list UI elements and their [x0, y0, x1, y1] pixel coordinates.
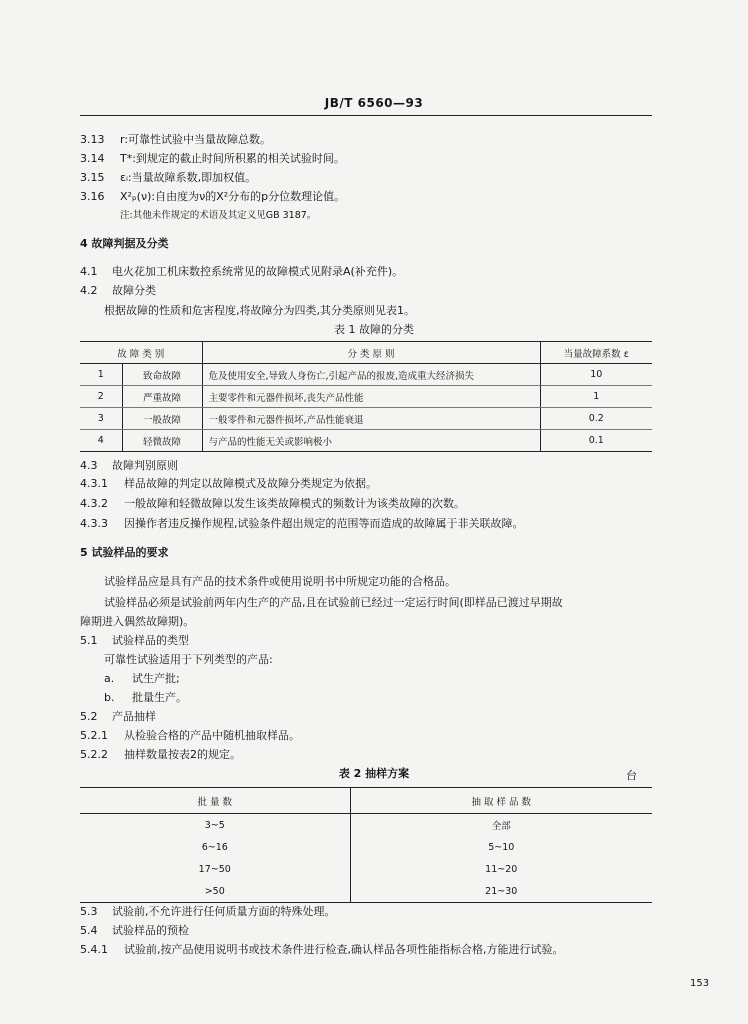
clause-text: 试验前,按产品使用说明书或技术条件进行检查,确认样品各项性能指标合格,方能进行试验。: [124, 943, 564, 956]
table-row: [80, 408, 652, 430]
table2-header-sample: 抽 取 样 品 数: [350, 788, 652, 814]
clause-4-3-3: [80, 517, 524, 531]
def-3-16: [80, 190, 345, 204]
clause-4-3: [80, 459, 178, 473]
sample-size: 21~30: [350, 880, 652, 903]
clause-number: 5.4.1: [80, 943, 108, 956]
sampling-plan-table: [80, 787, 652, 903]
section-5-para-2a: 试验样品必须是试验前两年内生产的产品,且在试验前已经过一定运行时间(即样品已渡过早期故: [104, 596, 563, 609]
header-rule: [80, 115, 652, 116]
clause-number: 3.13: [80, 133, 105, 146]
clause-4-2: [80, 284, 156, 298]
clause-text: 试验样品的类型: [112, 634, 189, 647]
row-number: 3: [80, 408, 122, 430]
defs-note: 注:其他未作规定的术语及其定义见GB 3187。: [120, 210, 317, 221]
clause-number: 3.16: [80, 190, 105, 203]
clause-number: 4.3.1: [80, 477, 108, 490]
clause-number: 5.2.2: [80, 748, 108, 761]
fault-rule: 一般零件和元器件损坏,产品性能衰退: [202, 408, 540, 430]
table-row: [80, 430, 652, 452]
list-item: [104, 691, 187, 705]
clause-number: 3.14: [80, 152, 105, 165]
page-number: 153: [690, 978, 710, 989]
clause-number: 5.1: [80, 634, 98, 647]
clause-4-3-2: [80, 497, 465, 511]
fault-rule: 与产品的性能无关或影响极小: [202, 430, 540, 452]
fault-coef: 0.1: [540, 430, 652, 452]
fault-name: 严重故障: [122, 386, 202, 408]
clause-text: 一般故障和轻微故障以发生该类故障模式的频数计为该类故障的次数。: [124, 497, 465, 510]
table2-unit: 台: [626, 769, 637, 782]
clause-text: 故障判别原则: [112, 459, 178, 472]
row-number: 4: [80, 430, 122, 452]
table-row: [80, 364, 652, 386]
fault-name: 一般故障: [122, 408, 202, 430]
fault-coef: 10: [540, 364, 652, 386]
clause-number: 5.2: [80, 710, 98, 723]
table2-caption: 表 2 抽样方案: [338, 767, 410, 780]
sample-size: 5~10: [350, 836, 652, 858]
list-item: [104, 672, 180, 686]
clause-text: 故障分类: [112, 284, 156, 297]
clause-number: 5.3: [80, 905, 98, 918]
table1-header-rule: 分 类 原 则: [202, 342, 540, 364]
table-row: [80, 814, 652, 837]
section-5-para-2b: 障期进入偶然故障期)。: [80, 615, 195, 628]
list-marker: a.: [104, 672, 115, 685]
clause-text: 试验样品的预检: [112, 924, 189, 937]
fault-classification-table: [80, 341, 652, 452]
fault-name: 致命故障: [122, 364, 202, 386]
clause-number: 5.2.1: [80, 729, 108, 742]
clause-5-1: [80, 634, 189, 648]
clause-text: 从检验合格的产品中随机抽取样品。: [124, 729, 300, 742]
clause-number: 5.4: [80, 924, 98, 937]
batch-size: 17~50: [198, 863, 231, 875]
clause-5-2-2: [80, 748, 241, 762]
clause-number: 4.3: [80, 459, 98, 472]
fault-coef: 0.2: [540, 408, 652, 430]
table-row: [80, 836, 652, 858]
clause-text: r:可靠性试验中当量故障总数。: [120, 133, 272, 146]
clause-text: T*:到规定的截止时间所积累的相关试验时间。: [120, 152, 345, 165]
batch-size: >50: [80, 880, 350, 903]
fault-rule: 危及使用安全,导致人身伤亡,引起产品的报废,造成重大经济损失: [202, 364, 540, 386]
document-code: JB/T 6560—93: [324, 96, 424, 110]
clause-5-1-body: 可靠性试验适用于下列类型的产品:: [104, 653, 273, 666]
row-number: 1: [80, 364, 122, 386]
clause-number: 4.1: [80, 265, 98, 278]
def-3-14: [80, 152, 345, 166]
clause-number: 4.2: [80, 284, 98, 297]
clause-text: 电火花加工机床数控系统常见的故障模式见附录A(补充件)。: [112, 265, 404, 278]
table1-header-category: 故 障 类 别: [80, 342, 202, 364]
clause-5-3: [80, 905, 336, 919]
table-row: [80, 858, 652, 880]
clause-number: 4.3.2: [80, 497, 108, 510]
list-marker: b.: [104, 691, 115, 704]
batch-size: 3~5: [204, 819, 225, 831]
table-row: [80, 880, 652, 903]
list-text: 试生产批;: [132, 672, 180, 685]
clause-5-4-1: [80, 943, 564, 957]
row-number: 2: [80, 386, 122, 408]
clause-4-1: [80, 265, 403, 279]
section-4-title: 4 故障判据及分类: [80, 237, 169, 250]
table2-header-batch: 批 量 数: [80, 788, 350, 814]
sample-size: 11~20: [350, 858, 652, 880]
clause-number: 3.15: [80, 171, 105, 184]
clause-text: 抽样数量按表2的规定。: [124, 748, 241, 761]
table1-caption: 表 1 故障的分类: [334, 323, 414, 336]
clause-5-2: [80, 710, 156, 724]
clause-text: 产品抽样: [112, 710, 156, 723]
def-3-15: [80, 171, 256, 185]
clause-text: εᵢ:当量故障系数,即加权值。: [120, 171, 257, 184]
fault-rule: 主要零件和元器件损坏,丧失产品性能: [202, 386, 540, 408]
batch-size: 6~16: [201, 841, 228, 853]
table-row: [80, 386, 652, 408]
sample-size: 全部: [350, 814, 652, 837]
clause-text: 样品故障的判定以故障模式及故障分类规定为依据。: [124, 477, 377, 490]
list-text: 批量生产。: [132, 691, 187, 704]
section-5-para-1: 试验样品应是具有产品的技术条件或使用说明书中所规定功能的合格品。: [104, 575, 456, 588]
fault-name: 轻微故障: [122, 430, 202, 452]
clause-5-4: [80, 924, 189, 938]
def-3-13: [80, 133, 271, 147]
table1-header-coef: 当量故障系数 ε: [540, 342, 652, 364]
clause-text: 试验前,不允许进行任何质量方面的特殊处理。: [112, 905, 336, 918]
clause-text: X²ₚ(ν):自由度为ν的X²分布的p分位数理论值。: [120, 190, 346, 203]
section-5-title: 5 试验样品的要求: [80, 546, 169, 559]
clause-text: 因操作者违反操作规程,试验条件超出规定的范围等而造成的故障属于非关联故障。: [124, 517, 524, 530]
clause-5-2-1: [80, 729, 300, 743]
clause-4-3-1: [80, 477, 377, 491]
clause-number: 4.3.3: [80, 517, 108, 530]
clause-4-2-body: 根据故障的性质和危害程度,将故障分为四类,其分类原则见表1。: [104, 304, 415, 317]
fault-coef: 1: [540, 386, 652, 408]
